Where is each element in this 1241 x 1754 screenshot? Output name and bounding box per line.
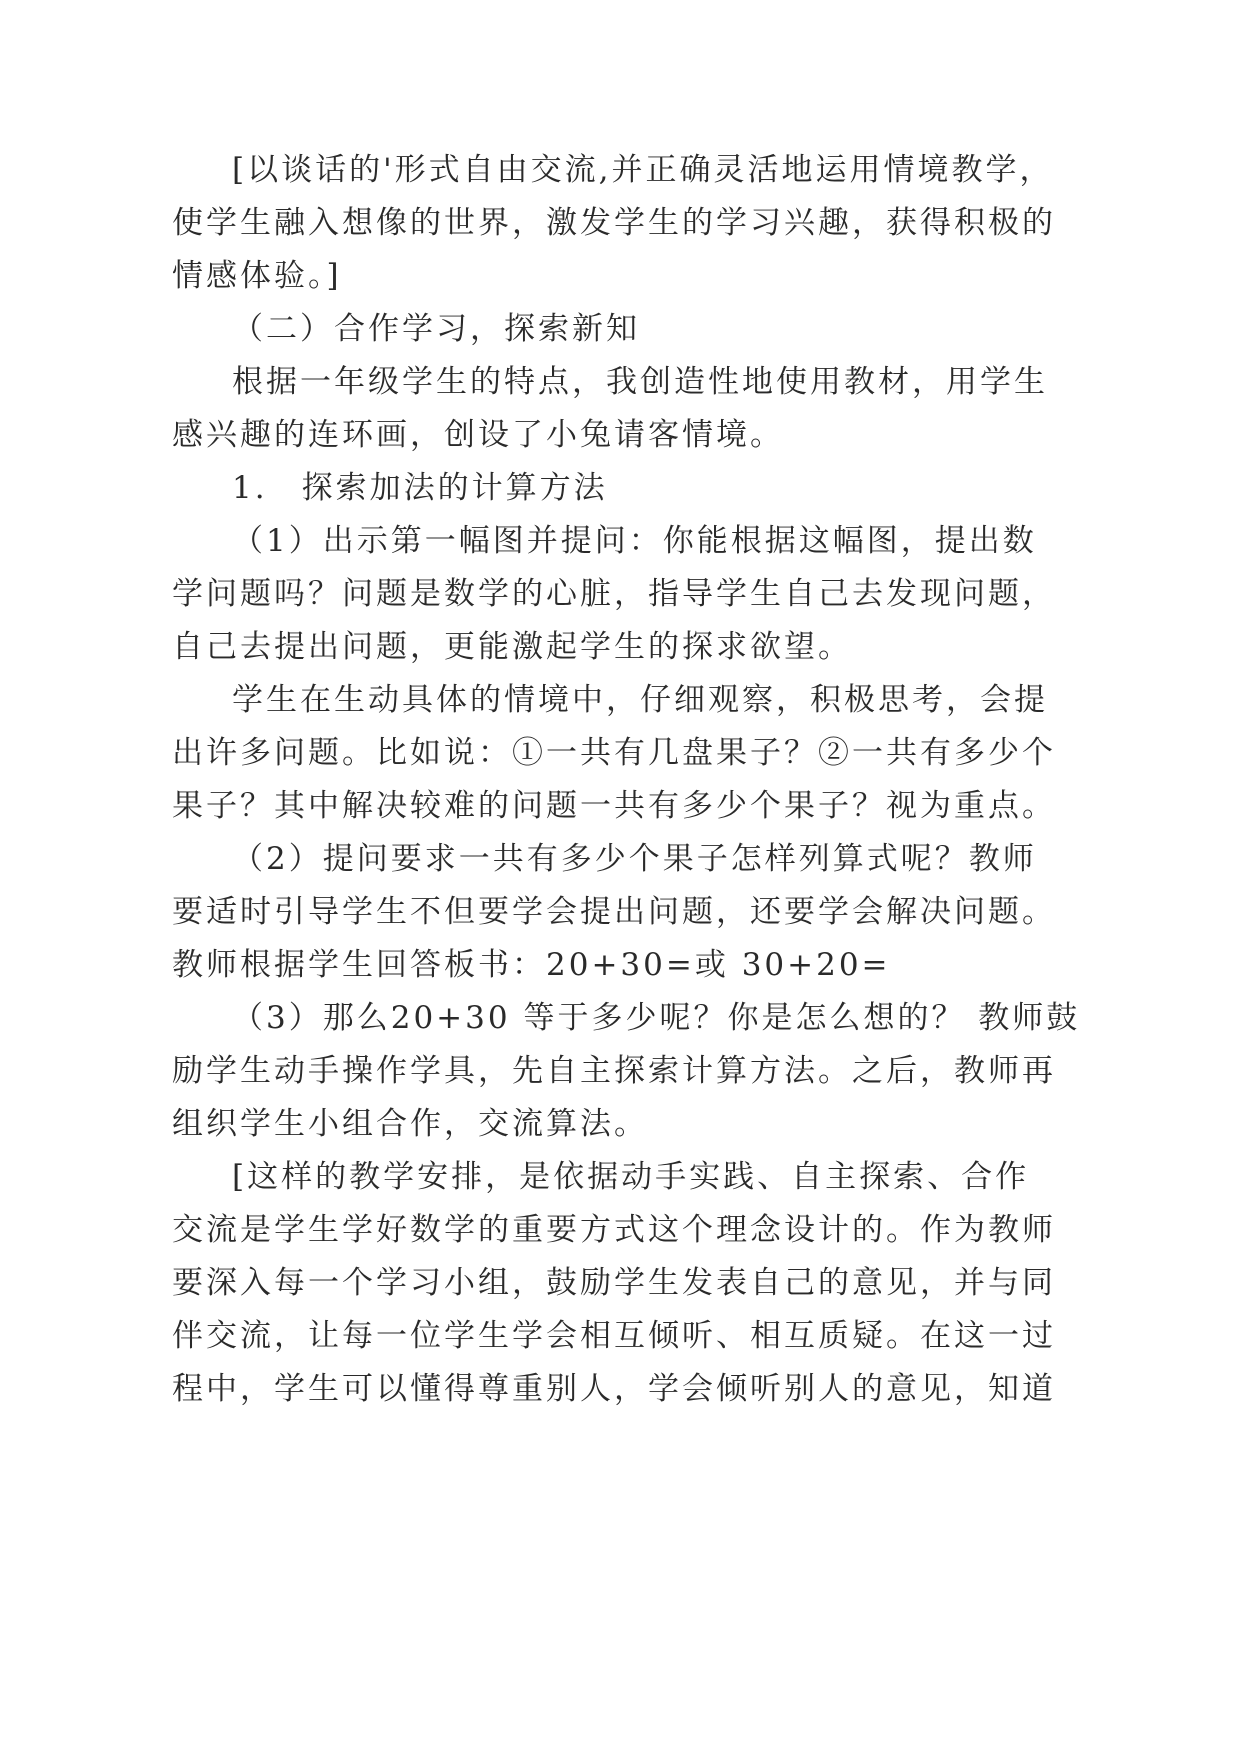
text-line-19: 组织学生小组合作，交流算法。 [172,1106,648,1142]
text-line-2: 使学生融入想像的世界，激发学生的学习兴趣，获得积极的 [172,205,1056,241]
text-line-3: 情感体验。] [172,258,342,294]
text-line-16: 教师根据学生回答板书：20+30=或 30+20= [172,947,891,983]
text-line-20: [这样的教学安排，是依据动手实践、自主探索、合作 [232,1159,1030,1195]
text-line-22: 要深入每一个学习小组，鼓励学生发表自己的意见，并与同 [172,1265,1056,1301]
text-line-21: 交流是学生学好数学的重要方式这个理念设计的。作为教师 [172,1212,1056,1248]
text-line-6: 感兴趣的连环画，创设了小兔请客情境。 [172,417,784,453]
text-line-8: （1）出示第一幅图并提问：你能根据这幅图，提出数 [232,523,1037,559]
text-line-14: （2）提问要求一共有多少个果子怎样列算式呢？教师 [232,841,1037,877]
text-line-15: 要适时引导学生不但要学会提出问题，还要学会解决问题。 [172,894,1056,930]
text-line-1: [以谈话的'形式自由交流,并正确灵活地运用情境教学， [232,152,1054,188]
subsection-heading: 1. 探索加法的计算方法 [232,470,608,506]
text-line-12: 出许多问题。比如说：①一共有几盘果子？②一共有多少个 [172,735,1056,771]
text-line-10: 自己去提出问题，更能激起学生的探求欲望。 [172,629,852,665]
text-line-5: 根据一年级学生的特点，我创造性地使用教材，用学生 [232,364,1048,400]
text-line-13: 果子？其中解决较难的问题一共有多少个果子？视为重点。 [172,788,1056,824]
text-line-23: 伴交流，让每一位学生学会相互倾听、相互质疑。在这一过 [172,1318,1056,1354]
text-line-9: 学问题吗？问题是数学的心脏，指导学生自己去发现问题， [172,576,1056,612]
text-line-11: 学生在生动具体的情境中，仔细观察，积极思考，会提 [232,682,1048,718]
text-line-17: （3）那么20+30 等于多少呢？你是怎么想的？ 教师鼓 [232,1000,1081,1036]
text-line-18: 励学生动手操作学具，先自主探索计算方法。之后，教师再 [172,1053,1056,1089]
section-heading: （二）合作学习，探索新知 [232,311,640,347]
text-line-24: 程中，学生可以懂得尊重别人，学会倾听别人的意见，知道 [172,1371,1056,1407]
